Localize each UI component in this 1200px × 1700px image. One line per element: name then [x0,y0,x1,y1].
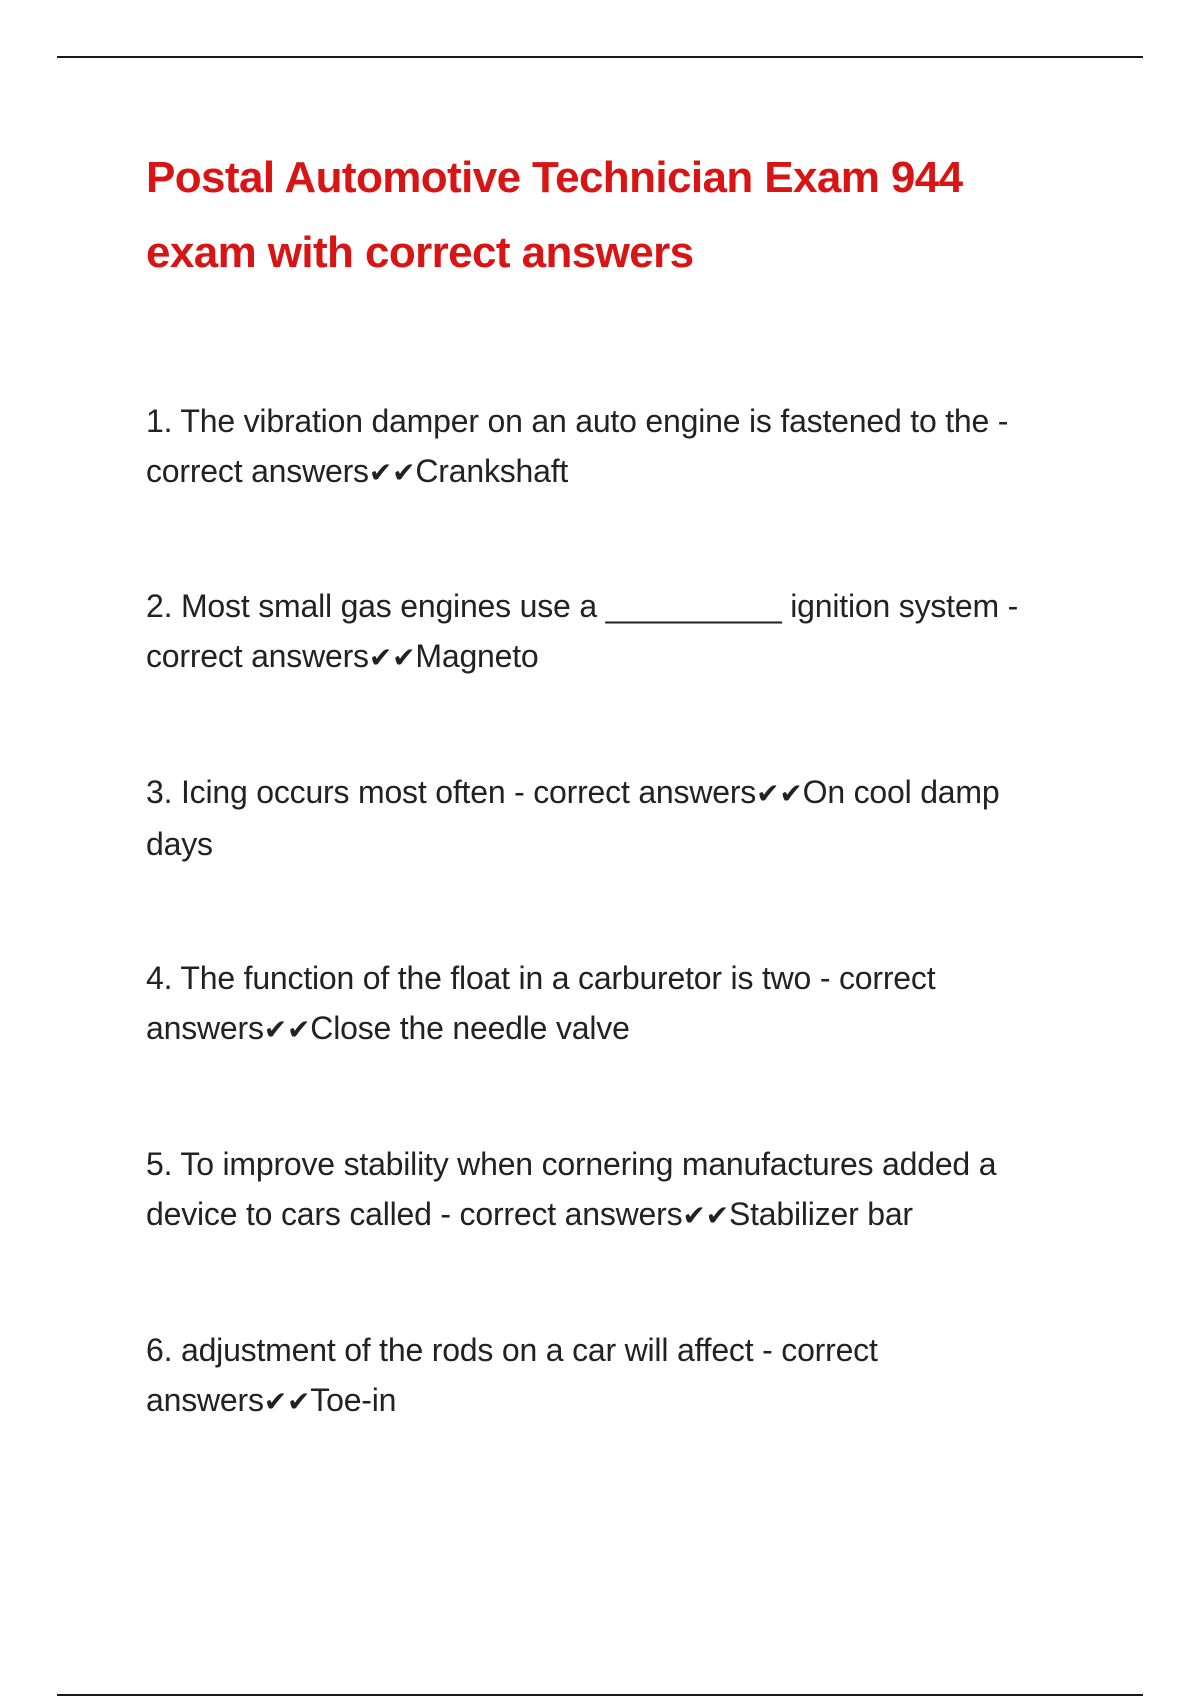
question-line [146,767,1066,819]
check-mark-icon: ✔✔ [682,1199,729,1232]
answer-text: Close the needle valve [310,1010,630,1046]
question-text: 2. Most small gas engines use a __________ ignition system - [146,588,1019,624]
question-text: 6. adjustment of the rods on a car will affect - correct [146,1332,878,1368]
answer-line [146,631,1066,683]
question-text: 3. Icing occurs most often - correct answers [146,774,757,810]
question-3 [146,767,1066,869]
question-1 [146,396,1066,498]
answer-continuation: days [146,826,213,862]
answer-prefix: answers [146,1010,264,1046]
question-text: 1. The vibration damper on an auto engine is fastened to the - [146,403,1009,439]
answer-line [146,446,1066,498]
bottom-rule [57,1694,1143,1696]
question-4 [146,953,1066,1055]
check-mark-icon: ✔✔ [263,1013,311,1046]
title-line-2: exam with correct answers [146,228,694,277]
answer-line [146,1375,1066,1427]
title-line-1: Postal Automotive Technician Exam 944 [146,153,963,202]
answer-prefix: correct answers [146,453,369,489]
question-text: 5. To improve stability when cornering manufactures added a [146,1146,997,1182]
answer-prefix: device to cars called - correct answers [146,1196,683,1232]
question-6 [146,1325,1066,1427]
answer-line [146,1189,1066,1241]
answer-prefix: correct answers [146,638,369,674]
document-title [146,140,1066,290]
check-mark-icon: ✔✔ [756,777,803,810]
answer-prefix: answers [146,1382,264,1418]
answer-text: Stabilizer bar [728,1196,913,1232]
answer-text: Toe-in [310,1382,397,1418]
check-mark-icon: ✔✔ [263,1385,311,1418]
question-text: 4. The function of the float in a carburetor is two - correct [146,960,936,996]
answer-line [146,1003,1066,1055]
answer-text: Crankshaft [415,453,569,489]
answer-text: Magneto [415,638,539,674]
check-mark-icon: ✔✔ [368,456,416,489]
answer-text: On cool damp [802,774,1000,810]
check-mark-icon: ✔✔ [368,641,416,674]
question-2 [146,581,1066,683]
top-rule [57,56,1143,58]
question-5 [146,1139,1066,1241]
